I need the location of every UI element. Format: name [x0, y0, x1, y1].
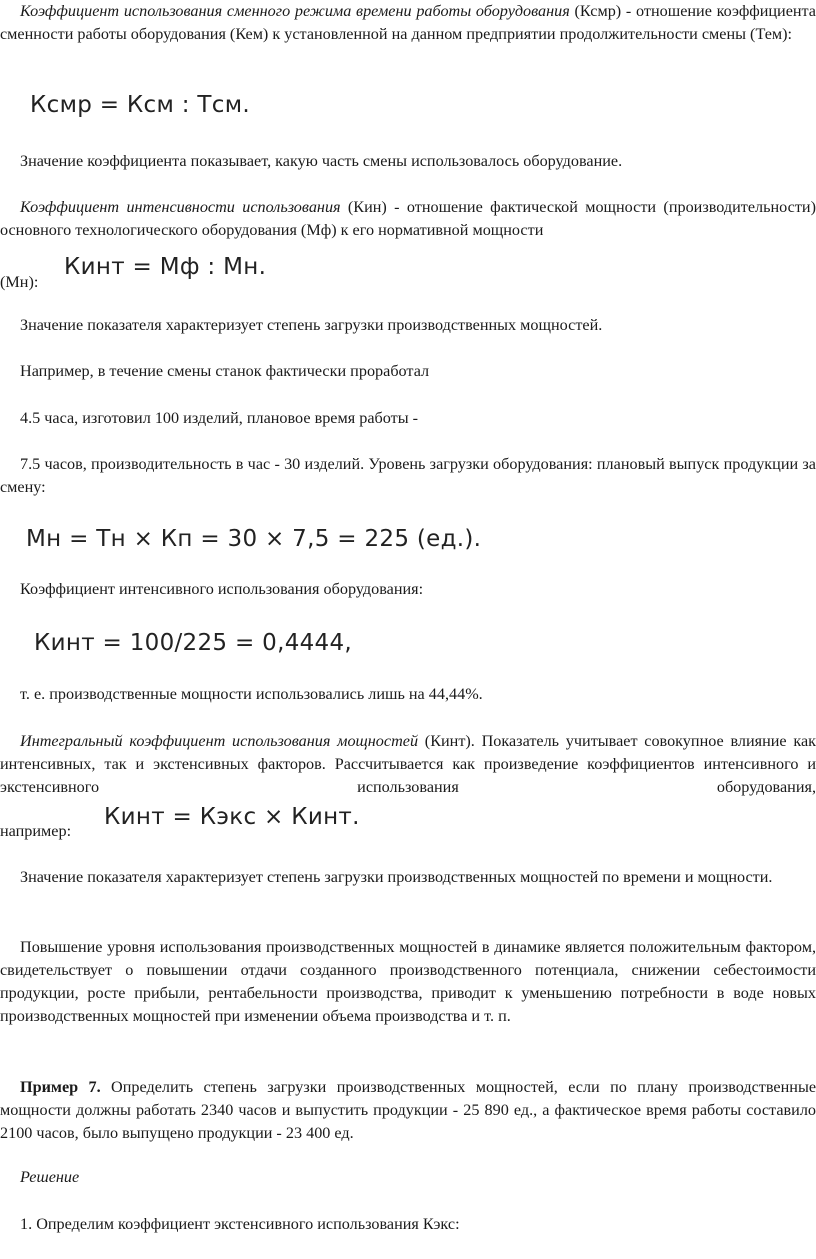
paragraph-example-productivity: 7.5 часов, производительность в час - 30 изделий. Уровень загрузки оборудования: плановый выпуск продукции за смену: — [0, 455, 816, 496]
paragraph-step-1: 1. Определим коэффициент экстенсивного использования Кэкс: — [20, 1215, 460, 1233]
term-integral-coefficient: Интегральный коэффициент использования мощностей — [20, 732, 419, 750]
paragraph-shift-meaning: Значение коэффициента показывает, какую часть смены использовалось оборудование. — [20, 152, 623, 170]
paragraph-intensity-coefficient — [0, 196, 816, 242]
formula-kint-kэкс: Кинт = Кэкс × Кинт. — [104, 804, 360, 830]
formula-mn: Мн = Тн × Кп = 30 × 7,5 = 225 (ед.). — [26, 526, 482, 552]
paragraph-integral-coefficient — [0, 730, 816, 799]
paragraph-text: Определить степень загрузки производственных мощностей, если по плану производственные мощности должны работать 2340 часов и выпустить продукции - 25 890 ед., а фактическое время работы составило 2100 часов, было выпущено продукции - 23 400 ед. — [0, 1078, 816, 1142]
paragraph-example-7 — [0, 1076, 816, 1145]
term-intensity-coefficient: Коэффициент интенсивности использования — [20, 198, 341, 216]
paragraph-text: (Кин) - отношение фактической мощности (производительности) основного технологического оборудования (Мф) к его нормативной мощности — [0, 198, 816, 239]
formula-ksmr: Ксмр = Ксм : Тсм. — [30, 92, 250, 118]
paragraph-time-and-power: Значение показателя характеризует степень загрузки производственных мощностей по времени и мощности. — [20, 868, 773, 886]
paragraph-example-intro: Например, в течение смены станок фактически проработал — [20, 362, 430, 380]
example-label: Пример 7. — [20, 1078, 101, 1096]
formula-kint-value: Кинт = 100/225 = 0,4444, — [34, 630, 353, 656]
paragraph-text: (Кинт). Показатель учитывает совокупное влияние как интенсивных, так и экстенсивных факторов. Рассчитывается как произведение коэффициентов интенсивного и экстенсивного использования оборудования, — [0, 732, 816, 796]
paragraph-capacity-increase: Повышение уровня использования производственных мощностей в динамике является положительным фактором, свидетельствует о повышении отдачи созданного производственного потенциала, снижении себестоимости продукции, росте прибыли, рентабельности производства, приводит к уменьшению потребности в воде новых производственных мощностей при изменении объема производства и т. п. — [0, 938, 816, 1025]
paragraph-example-hours: 4.5 часа, изготовил 100 изделий, плановое время работы - — [20, 409, 419, 427]
paragraph-shift-coefficient — [0, 0, 816, 46]
term-shift-coefficient: Коэффициент использования сменного режима времени работы оборудования — [20, 2, 570, 20]
paragraph-load-meaning: Значение показателя характеризует степень загрузки производственных мощностей. — [20, 316, 603, 334]
paragraph-text: (Ксмр) - отношение коэффициента сменности работы оборудования (Кем) к установленной на данном предприятии продолжительности смены (Тем): — [0, 2, 816, 43]
paragraph-solution-heading: Решение — [20, 1168, 80, 1186]
paragraph-tail-example: например: — [0, 822, 72, 840]
paragraph-tail-mn: (Мн): — [0, 273, 39, 291]
paragraph-intensive-coefficient: Коэффициент интенсивного использования оборудования: — [20, 580, 424, 598]
formula-kint-mf-mn: Кинт = Мф : Мн. — [64, 254, 267, 280]
paragraph-capacity-usage: т. е. производственные мощности использовались лишь на 44,44%. — [20, 685, 483, 703]
